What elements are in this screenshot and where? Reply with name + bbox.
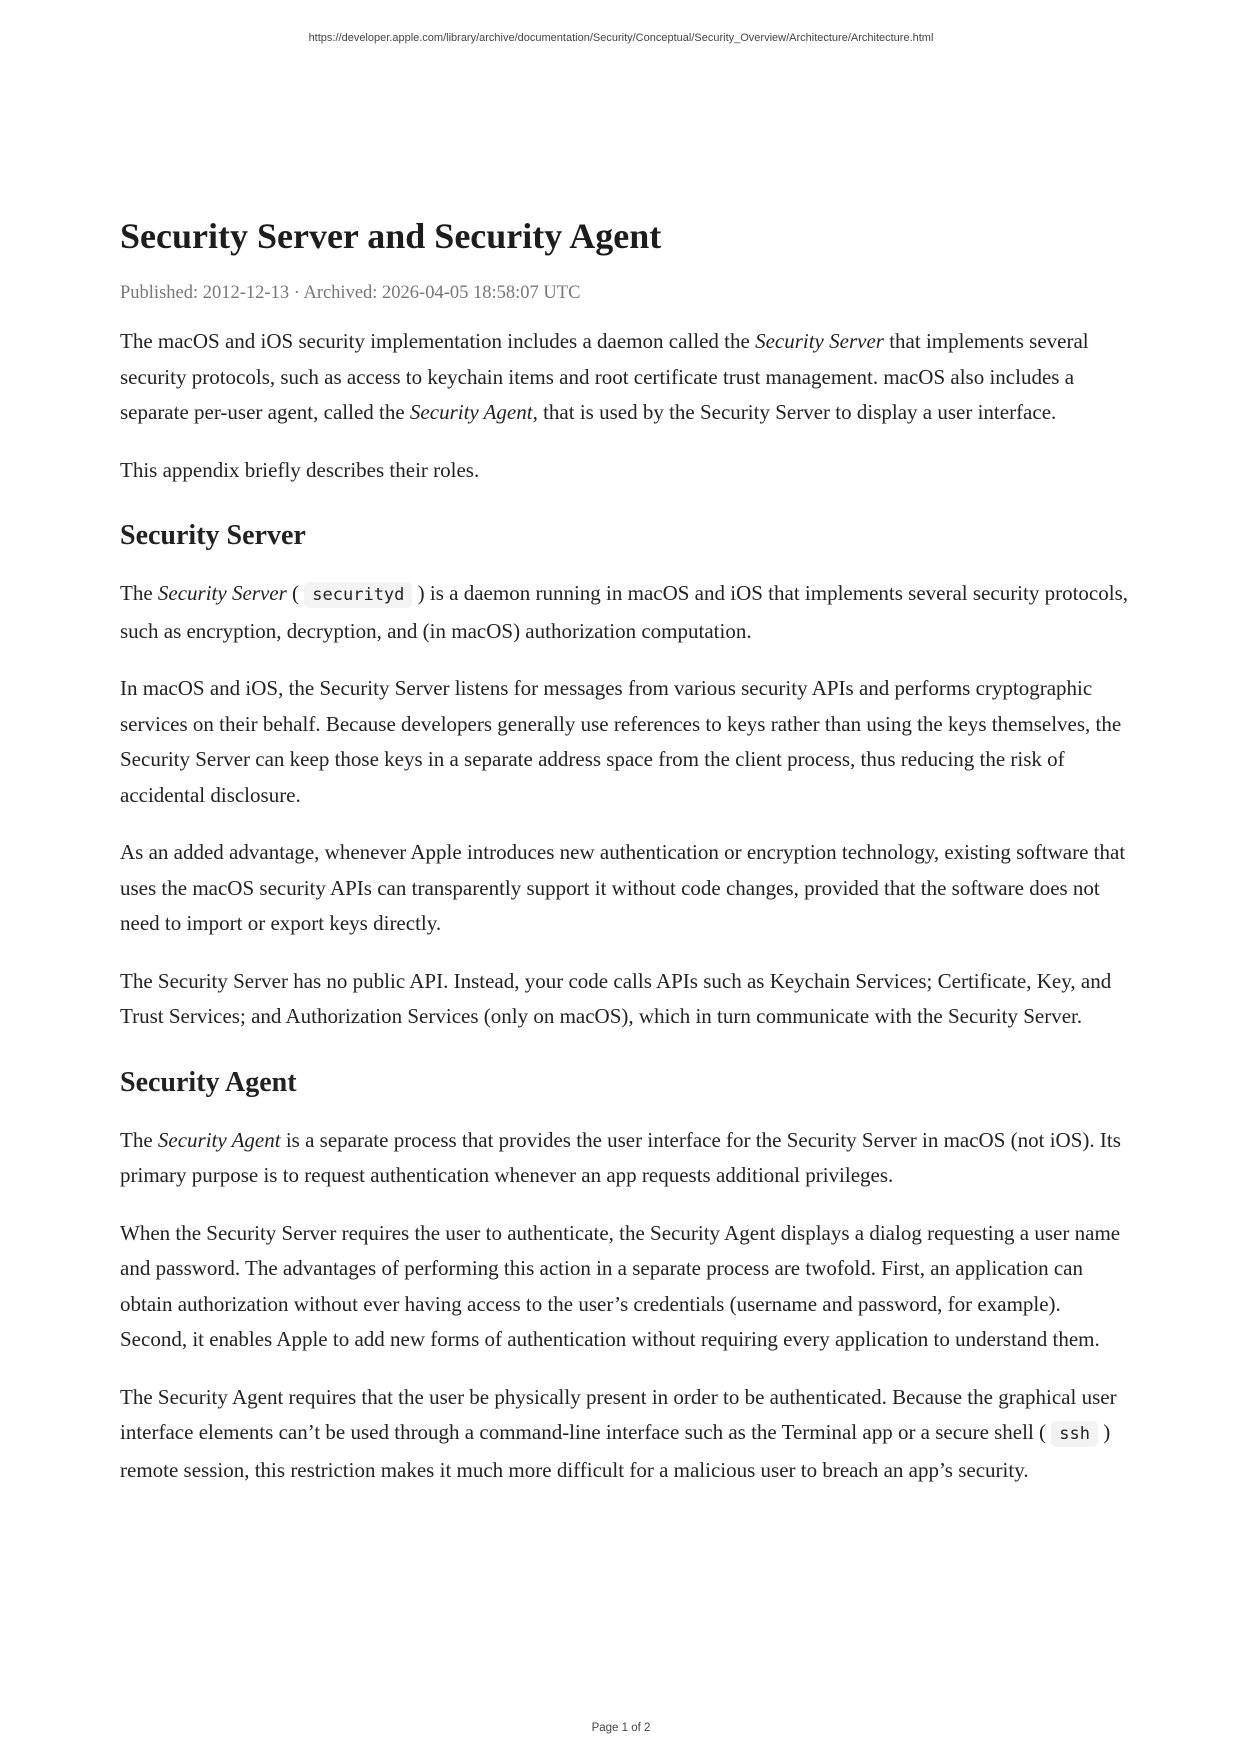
text-run: When the Security Server requires the user to authenticate, the Security Agent displays a dialog requesting a user name and password. The advantages of performing this action in a separate process are twofold. First, an application can obtain authorization without ever having access to the user’s credentials (username and password, for example). Second, it enables Apple to add new forms of authentication without requiring every application to understand them. bbox=[120, 1220, 1121, 1351]
text-run: In macOS and iOS, the Security Server listens for messages from various security APIs and performs cryptographic services on their behalf. Because developers generally use references to keys rather than using the keys themselves, the Security Server can keep those keys in a separate address space from the client process, thus reducing the risk of accidental disclosure. bbox=[120, 676, 1122, 807]
page-number: Page 1 of 2 bbox=[591, 1722, 651, 1734]
text-run: that implements several security protocols, such as access to keychain items and root certificate trust management. macOS also includes a separate per-user agent, called the bbox=[120, 329, 1089, 424]
text-run: Security Agent bbox=[120, 1066, 297, 1098]
emphasized-term: Security Server bbox=[157, 581, 287, 605]
text-run: The macOS and iOS security implementation includes a daemon called the bbox=[120, 329, 756, 353]
paragraph bbox=[120, 1123, 1130, 1194]
section-heading bbox=[120, 1065, 1130, 1101]
paragraph bbox=[120, 671, 1130, 813]
emphasized-term: Security Agent bbox=[409, 400, 533, 424]
text-run: ( bbox=[286, 581, 305, 605]
text-run: The Security Server has no public API. Instead, your code calls APIs such as Keychain Services; Certificate, Key, and Trust Services; and Authorization Services (only on macOS), which in turn communicate with the Security Server. bbox=[120, 968, 1112, 1028]
text-run: Security Server bbox=[120, 520, 306, 551]
text-run: The bbox=[120, 1127, 158, 1152]
paragraph bbox=[120, 576, 1130, 649]
text-run: As an added advantage, whenever Apple introduces new authentication or encryption technology, existing software that uses the macOS security APIs can transparently support it without code changes, provided that the software does not need to import or export keys directly. bbox=[120, 840, 1126, 935]
text-run: , that is used by the Security Server to display a user interface. bbox=[532, 400, 1057, 424]
paragraph bbox=[120, 964, 1130, 1035]
text-run: This appendix briefly describes their roles. bbox=[120, 457, 480, 482]
paragraph bbox=[120, 1216, 1130, 1358]
page-title: Security Server and Security Agent bbox=[120, 216, 662, 256]
text-run: The Security Agent requires that the user be physically present in order to be authenticated. Because the graphical user interface elements can’t be used through a command-line interface such as the Terminal app or a secure shell ( bbox=[120, 1384, 1117, 1444]
publication-meta: Published: 2012-12-13 · Archived: 2026-04-05 18:58:07 UTC bbox=[120, 283, 581, 303]
inline-code: ssh bbox=[1051, 1421, 1098, 1447]
emphasized-term: Security Server bbox=[755, 329, 884, 353]
text-run: The bbox=[120, 581, 158, 605]
text-run: ) remote session, this restriction makes it much more difficult for a malicious user to breach an app’s security. bbox=[120, 1420, 1111, 1482]
article-body bbox=[120, 324, 1130, 1488]
text-run: is a separate process that provides the user interface for the Security Server in macOS (not iOS). Its primary purpose is to request authentication whenever an app requests additional privileges. bbox=[120, 1127, 1121, 1187]
paragraph bbox=[120, 835, 1130, 942]
source-url: https://developer.apple.com/library/archive/documentation/Security/Conceptual/Security_Overview/Architecture/Architecture.html bbox=[308, 32, 934, 44]
article bbox=[120, 212, 1130, 1510]
paragraph bbox=[120, 453, 1130, 489]
emphasized-term: Security Agent bbox=[157, 1127, 281, 1152]
inline-code: securityd bbox=[304, 582, 412, 608]
paragraph bbox=[120, 1380, 1130, 1489]
text-run: ) is a daemon running in macOS and iOS that implements several security protocols, such as encryption, decryption, and (in macOS) authorization computation. bbox=[120, 581, 1129, 643]
paragraph bbox=[120, 324, 1130, 431]
section-heading bbox=[120, 518, 1130, 554]
